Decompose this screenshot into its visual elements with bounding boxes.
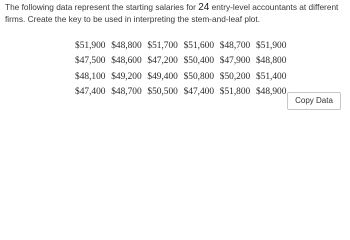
- salary-value: $48,900: [255, 87, 287, 98]
- salary-value: $50,800: [183, 71, 215, 82]
- salary-value: $47,400: [75, 87, 106, 98]
- salary-value: $50,500: [147, 87, 178, 98]
- salary-value: $51,700: [147, 40, 178, 51]
- copy-data-button[interactable]: Copy Data: [287, 92, 341, 110]
- salary-value: $48,800: [111, 40, 142, 51]
- prompt-text-after: entry-level accountants at different firms. Create the key to be used in interpreting the stem-and-leaf plot.: [5, 2, 339, 24]
- salary-value: $48,700: [111, 87, 142, 98]
- salary-value: $51,800: [219, 87, 251, 98]
- salary-value: $50,200: [219, 71, 251, 82]
- salary-value: $47,500: [75, 56, 106, 67]
- salary-value: $47,400: [183, 87, 215, 98]
- data-row: [75, 54, 292, 70]
- salary-data-table: [75, 38, 292, 100]
- salary-value: $51,400: [255, 71, 287, 82]
- salary-value: $51,900: [75, 40, 106, 51]
- data-row: [75, 38, 292, 54]
- salary-value: $48,600: [111, 56, 142, 67]
- salary-value: $47,200: [147, 56, 178, 67]
- data-row: [75, 69, 292, 85]
- data-row: [75, 85, 292, 101]
- salary-value: $50,400: [183, 56, 215, 67]
- salary-value: $51,600: [183, 40, 215, 51]
- salary-value: $51,900: [255, 40, 287, 51]
- salary-value: $48,700: [219, 40, 251, 51]
- prompt-count: 24: [198, 2, 210, 13]
- salary-value: $49,400: [147, 71, 178, 82]
- prompt-text-before: The following data represent the starting salaries for: [5, 2, 199, 12]
- salary-value: $49,200: [111, 71, 142, 82]
- salary-value: $47,900: [219, 56, 251, 67]
- salary-value: $48,800: [255, 56, 287, 67]
- salary-value: $48,100: [75, 71, 106, 82]
- problem-statement: [5, 2, 347, 25]
